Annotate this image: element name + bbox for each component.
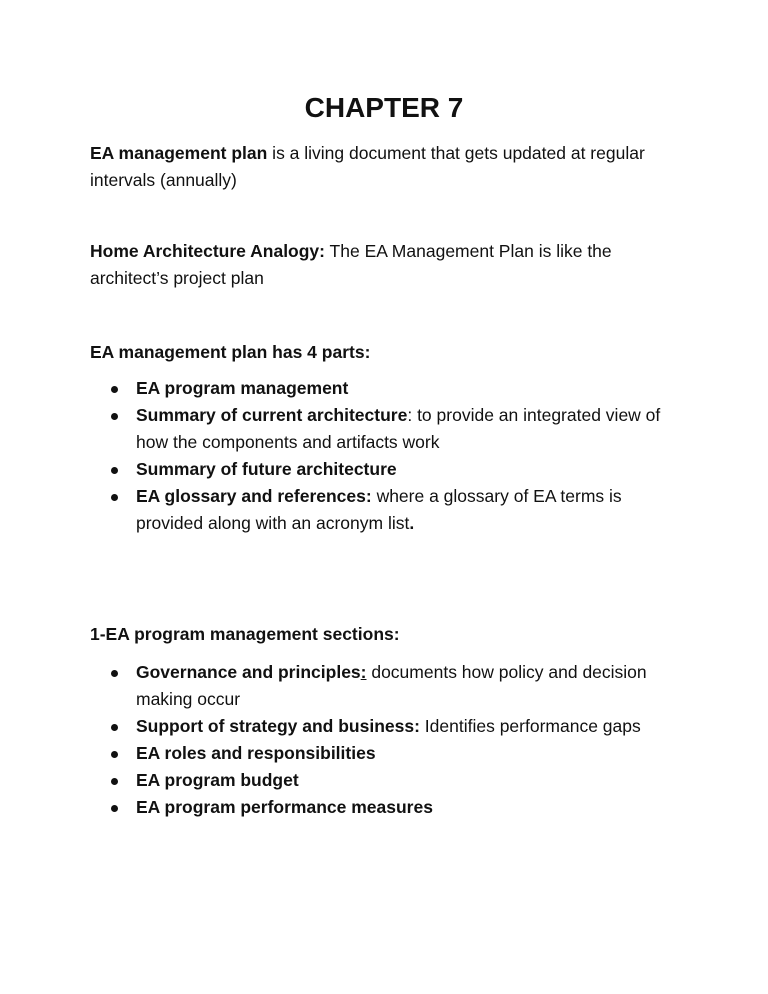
list-item xyxy=(136,794,680,821)
intro-text: is a living document that gets updated at regular intervals (annually) xyxy=(90,143,645,190)
list-item xyxy=(136,740,680,767)
item-term: EA program budget xyxy=(136,770,299,790)
analogy-term: Home Architecture Analogy: xyxy=(90,241,325,261)
item-text: Identifies performance gaps xyxy=(419,716,641,736)
item-end: . xyxy=(409,513,415,533)
sections-list xyxy=(90,659,680,821)
item-text: documents how policy and decision making occur xyxy=(136,662,647,709)
item-term: EA program management xyxy=(136,378,349,398)
sections-heading: 1-EA program management sections: xyxy=(90,624,400,644)
list-item xyxy=(136,402,680,456)
parts-heading: EA management plan has 4 parts: xyxy=(90,342,371,362)
item-term: EA program performance measures xyxy=(136,797,433,817)
list-item xyxy=(136,713,680,740)
list-item xyxy=(136,483,680,537)
item-term: Support of strategy and business: xyxy=(136,716,420,736)
list-item xyxy=(136,375,680,402)
item-term: EA roles and responsibilities xyxy=(136,743,376,763)
item-text: : to provide an integrated view of how the components and artifacts work xyxy=(136,405,661,452)
item-term: Governance and principles xyxy=(136,662,361,682)
analogy-text: The EA Management Plan is like the architect’s project plan xyxy=(90,241,612,288)
program-sections xyxy=(90,621,680,821)
page-title: CHAPTER 7 xyxy=(304,92,464,123)
list-item xyxy=(136,456,680,483)
analogy-paragraph xyxy=(90,238,680,292)
item-colon: : xyxy=(360,662,367,682)
parts-list xyxy=(90,375,680,537)
item-term: Summary of current architecture xyxy=(136,405,408,425)
item-text: where a glossary of EA terms is provided along with an acronym list xyxy=(136,486,622,533)
item-term: EA glossary and references: xyxy=(136,486,372,506)
parts-section xyxy=(90,339,680,537)
intro-term: EA management plan xyxy=(90,143,268,163)
intro-paragraph xyxy=(90,140,680,194)
item-term: Summary of future architecture xyxy=(136,459,397,479)
list-item xyxy=(136,767,680,794)
list-item xyxy=(136,659,680,713)
